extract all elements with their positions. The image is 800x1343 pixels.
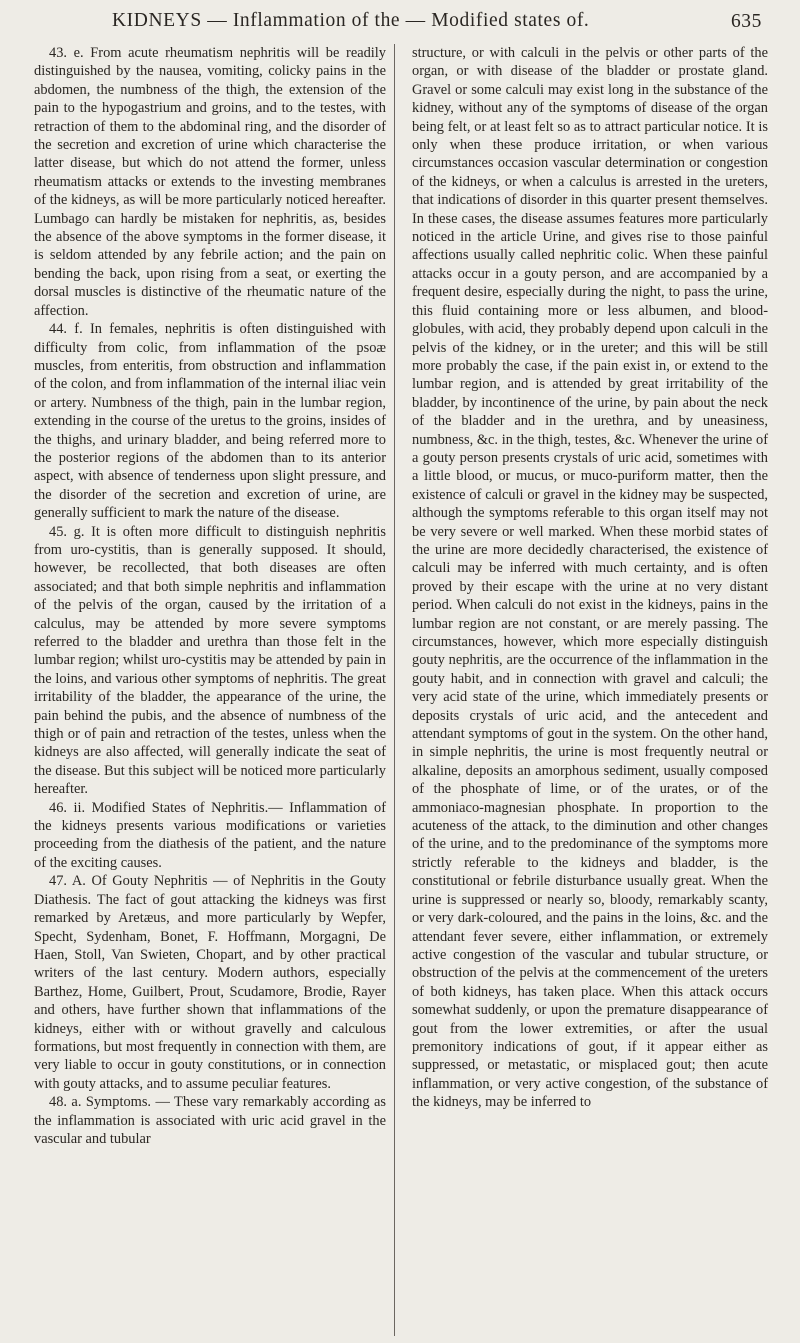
paragraph: 46. ii. Modified States of Nephritis.— Inflammation of the kidneys presents various modifications or varieties proceeding from the diathesis of the patient, and the nature of the exciting causes. <box>34 799 386 871</box>
paragraph: 43. e. From acute rheumatism nephritis will be readily distinguished by the nausea, vomiting, colicky pains in the abdomen, the numbness of the thigh, the extension of the pain to the hypogastrium and groins, and to the testes, with retraction of them to the abdominal ring, and the disorder of the secretion and excretion of urine which characterise the latter disease, but which do not attend the former, unless rheumatism attacks or extends to the investing membranes of the kidneys, as will be more particularly noticed hereafter. Lumbago can hardly be mistaken for nephritis, as, besides the absence of the above symptoms in the former disease, it is seldom attended by any febrile action; and the pain on bending the back, upon rising from a seat, or exerting the dorsal muscles is distinctive of the rheumatic nature of the affection. <box>34 45 386 319</box>
paragraph: 48. a. Symptoms. — These vary remarkably according as the inflammation is associated with uric acid gravel in the vascular and tubular <box>34 1094 386 1147</box>
right-column <box>412 44 768 1112</box>
running-title: KIDNEYS — Inflammation of the — Modified states of. <box>112 10 590 31</box>
page-number: 635 <box>730 11 762 32</box>
paragraph: 45. g. It is often more difficult to distinguish nephritis from uro-cystitis, than is generally supposed. It should, however, be recollected, that both diseases are often associated; and that both simple nephritis and inflammation of the pelvis of the organ, caused by the irritation of a calculus, may be attended by more severe symptoms referred to the bladder and urethra than those felt in the lumbar region; whilst uro-cystitis may be attended by pain in the loins, and various other symptoms of nephritis. The great irritability of the bladder, the appearance of the urine, the pain behind the pubis, and the absence of numbness of the thigh or of pain and retraction of the testes, unless when the kidneys are also affected, will generally indicate the seat of the disease. But this subject will be noticed more particularly hereafter. <box>34 523 386 798</box>
running-header <box>32 10 768 40</box>
paragraph: 47. A. Of Gouty Nephritis — of Nephritis in the Gouty Diathesis. The fact of gout attacking the kidneys was first remarked by Aretæus, and more particularly by Wepfer, Specht, Sydenham, Bonet, F. Hoffmann, Morgagni, De Haen, Stoll, Van Swieten, Chopart, and by other practical writers of the last century. Modern authors, especially Barthez, Home, Guilbert, Prout, Scudamore, Brodie, Rayer and others, have further shown that inflammations of the kidneys, either with or without gravelly and calculous formations, but most frequently in connection with them, are very liable to occur in gouty constitutions, or in connection with gouty attacks, and to assume peculiar features. <box>34 873 386 1092</box>
paragraph: structure, or with calculi in the pelvis or other parts of the organ, or with disease of the bladder or prostate gland. Gravel or some calculi may exist long in the substance of the kidney, without any of the symptoms of disease of the organ being felt, or at least felt so as to attract particular notice. It is only when these produce irritation, or when various circumstances occasion vascular determination or congestion of the kidneys, or when a calculus is arrested in the ureters, that indications of disorder in this quarter present themselves. In these cases, the disease assumes features more particularly noticed in the article Urine, and gives rise to those painful affections usually called nephritic colic. When these painful attacks occur in a gouty person, and are accompanied by a frequent desire, especially during the night, to pass the urine, this fluid containing more or less albumen, and blood-globules, with acid, they probably depend upon calculi in the pelvis of the kidney, or in the ureter; and this will be still more probably the case, if the pain exist in, or extend to the lumbar region, and is attended by great irritability of the bladder, by incontinence of the urine, by pain about the neck of the bladder and in the urethra, and by uneasiness, numbness, &c. in the thigh, testes, &c. Whenever the urine of a gouty person presents crystals of uric acid, sometimes with a little blood, or mucus, or muco-puriform matter, then the existence of calculi or gravel in the kidney may be suspected, although the symptoms referable to this organ itself may not be very severe or well marked. When these morbid states of the urine are more decidedly characterised, the existence of calculi may be inferred with much certainty, and is often proved by their escape with the urine at no very distant period. When calculi do not exist in the kidneys, pains in the lumbar region are not constant, or are merely passing. The circumstances, however, which more especially distinguish gouty nephritis, are the occurrence of the inflammation in the gouty habit, and in connection with gravel and calculi; the very acid state of the urine, which immediately presents or deposits crystals of uric acid, and the antecedent and attendant symptoms of gout in the system. On the other hand, in simple nephritis, the urine is most frequently neutral or alkaline, deposits an amorphous sediment, usually composed of the phosphate of lime, or of the urates, or of the ammoniaco-magnesian phosphate. In proportion to the acuteness of the attack, to the diminution and other changes of the urine, and to the predominance of the symptoms more strictly referable to the kidneys and bladder, is the constitutional or febrile disturbance usually great. When the urine is suppressed or nearly so, bloody, remarkably scanty, or very dark-coloured, and the pains in the loins, &c. and the attendant fever severe, either inflammation, or extremely active congestion of the vascular and tubular structure, or obstruction of the pelvis at the commencement of the ureters of both kidneys, has taken place. When this attack occurs somewhat suddenly, or upon the premature disappearance of gout from the lower extremities, or after the usual premonitory indications of gout, if it appear either as suppressed, or metastatic, or misplaced gout; then acute inflammation, or very active congestion, of the substance of the kidneys, may be inferred to <box>412 45 768 1111</box>
paragraph: 44. f. In females, nephritis is often distinguished with difficulty from colic, from inflammation of the psoæ muscles, from enteritis, from obstruction and inflammation of the colon, and from inflammation of the internal iliac vein or artery. Numbness of the thigh, pain in the lumbar region, extending in the course of the uretus to the groins, insides of the thighs, and urinary bladder, and being referred more to the posterior regions of the abdomen than to its anterior aspect, with absence of tenderness upon slight pressure, and the disorder of the secretion and excretion of urine, are generally sufficient to mark the nature of the disease. <box>34 321 386 522</box>
left-column <box>34 44 386 1148</box>
column-divider <box>394 44 395 1336</box>
